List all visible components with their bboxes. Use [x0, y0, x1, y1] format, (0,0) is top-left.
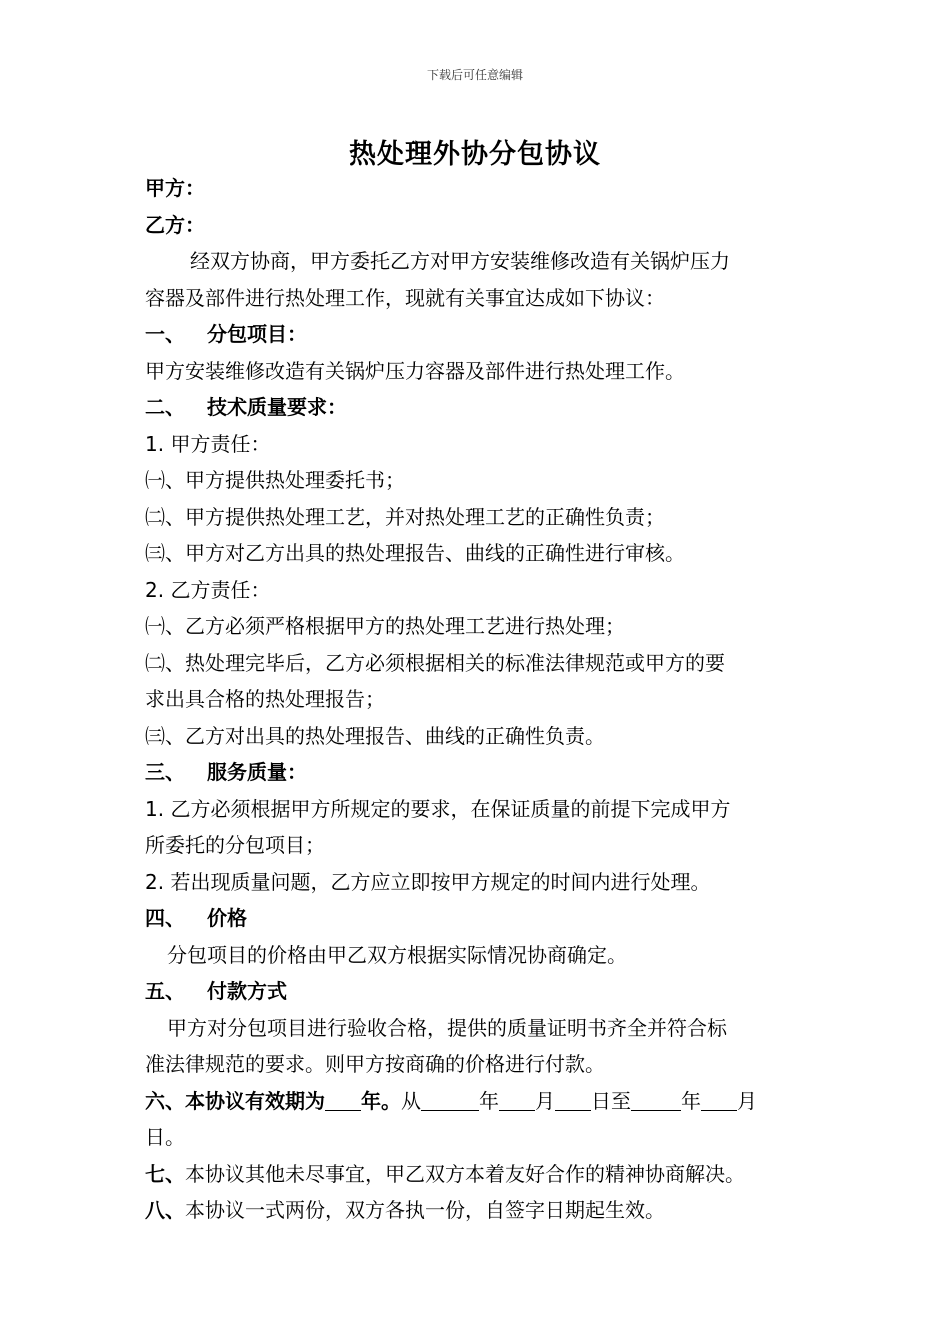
section-4-title: 价格: [207, 906, 247, 930]
section-7: [145, 1156, 810, 1193]
start-month-blank[interactable]: [499, 1090, 535, 1111]
party-a-label: 甲方：: [145, 176, 205, 200]
end-month-blank[interactable]: [701, 1090, 737, 1111]
section-5-line-1: 甲方对分包项目进行验收合格，提供的质量证明书齐全并符合标: [167, 1015, 727, 1040]
section-6-year: 年: [479, 1088, 499, 1113]
section-3-number: 三、: [145, 760, 185, 784]
party-a-item-1: ㈠、甲方提供热处理委托书；: [145, 468, 405, 492]
section-6-from: 从: [401, 1088, 421, 1113]
section-3-title: 服务质量：: [207, 760, 307, 784]
section-6-day-to: 日至: [591, 1088, 631, 1113]
section-1-number: 一、: [145, 322, 185, 346]
party-b-label: 乙方：: [145, 212, 205, 237]
intro-line-2: 容器及部件进行热处理工作，现就有关事宜达成如下协议：: [145, 285, 665, 310]
section-7-number: 七、: [145, 1161, 185, 1186]
party-b-item-2-line-2: 求出具合格的热处理报告；: [145, 687, 385, 711]
intro-line-1: 经双方协商，甲方委托乙方对甲方安装维修改造有关锅炉压力: [190, 249, 730, 273]
end-year-blank[interactable]: [631, 1090, 681, 1111]
section-8-text: 本协议一式两份，双方各执一份，自签字日期起生效。: [185, 1198, 665, 1222]
section-4-heading: [145, 900, 810, 937]
validity-years-blank[interactable]: [325, 1090, 361, 1111]
section-3-heading: [145, 754, 810, 791]
section-6-month: 月: [535, 1088, 555, 1113]
section-2-number: 二、: [145, 395, 185, 419]
section-4-text: 分包项目的价格由甲乙双方根据实际情况协商确定。: [167, 942, 627, 967]
section-7-text: 本协议其他未尽事宜，甲乙双方本着友好合作的精神协商解决。: [185, 1161, 745, 1186]
service-item-1-line-1: 1. 乙方必须根据甲方所规定的要求，在保证质量的前提下完成甲方: [145, 796, 731, 821]
section-6-year-unit: 年。: [361, 1088, 401, 1113]
section-5-title: 付款方式: [207, 979, 287, 1003]
section-6-validity: [145, 1083, 810, 1120]
party-b-item-2-line-1: ㈡、热处理完毕后，乙方必须根据相关的标准法律规范或甲方的要: [145, 650, 725, 675]
start-year-blank[interactable]: [421, 1090, 479, 1111]
document-title: 热处理外协分包协议: [349, 139, 601, 170]
section-8-number: 八、: [145, 1198, 185, 1222]
section-6-lead: 六、本协议有效期为: [145, 1088, 325, 1113]
party-a-item-2: ㈡、甲方提供热处理工艺，并对热处理工艺的正确性负责；: [145, 504, 665, 529]
section-5-line-2: 准法律规范的要求。则甲方按商确的价格进行付款。: [145, 1052, 605, 1076]
service-item-1-line-2: 所委托的分包项目；: [145, 833, 325, 857]
header-note: 下载后可任意编辑: [426, 68, 523, 82]
section-6-month-2: 月: [737, 1088, 757, 1113]
section-6-year-2: 年: [681, 1088, 701, 1113]
section-2-heading: [145, 389, 810, 426]
service-item-2: 2. 若出现质量问题，乙方应立即按甲方规定的时间内进行处理。: [145, 869, 711, 894]
section-1-text: 甲方安装维修改造有关锅炉压力容器及部件进行热处理工作。: [145, 358, 685, 383]
section-4-number: 四、: [145, 906, 185, 930]
section-1-heading: [145, 316, 810, 353]
section-2-title: 技术质量要求：: [207, 395, 347, 419]
party-a-responsibility-title: 1. 甲方责任：: [145, 431, 271, 456]
document-body: [145, 170, 810, 1229]
party-b-item-3: ㈢、乙方对出具的热处理报告、曲线的正确性负责。: [145, 723, 605, 748]
party-b-item-1: ㈠、乙方必须严格根据甲方的热处理工艺进行热处理；: [145, 614, 625, 638]
party-a-item-3: ㈢、甲方对乙方出具的热处理报告、曲线的正确性进行审核。: [145, 541, 685, 565]
section-5-number: 五、: [145, 979, 185, 1003]
start-day-blank[interactable]: [555, 1090, 591, 1111]
section-8: [145, 1192, 810, 1229]
section-5-heading: [145, 973, 810, 1010]
party-b-responsibility-title: 2. 乙方责任：: [145, 577, 271, 602]
section-6-day-end: 日。: [145, 1125, 185, 1149]
section-1-title: 分包项目：: [207, 322, 307, 346]
